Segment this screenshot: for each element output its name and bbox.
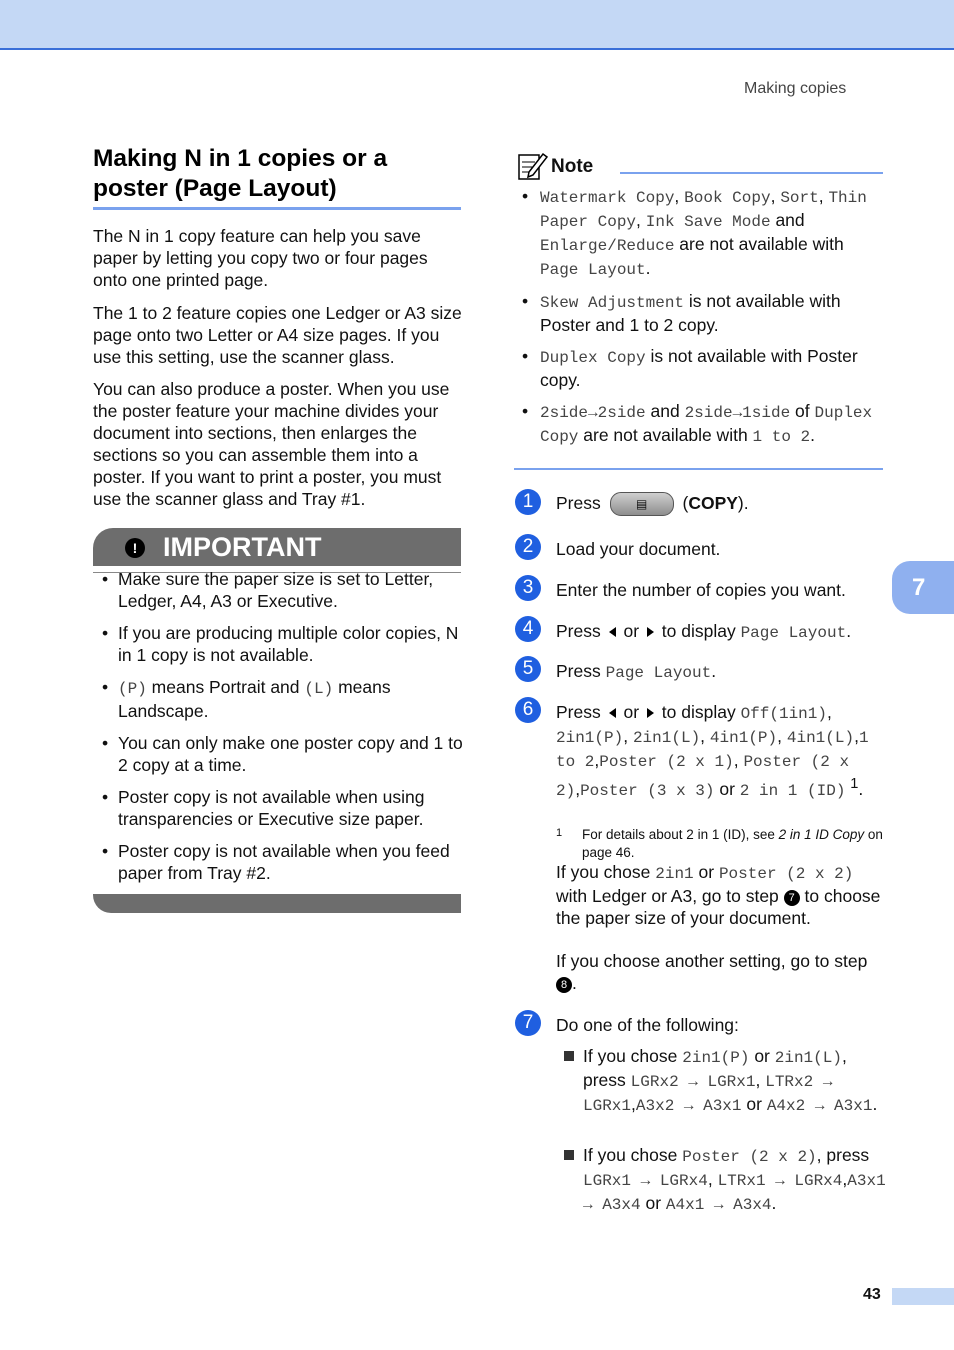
paragraph-poster: You can also produce a poster. When you use the poster feature your machine divides your document into sections, then enlarges the sections so you can assemble them into a poster. If you want to print a poster, you must use the scanner glass and Tray #1. <box>93 379 450 509</box>
left-arrow-icon <box>609 708 616 718</box>
step-6-branch-a: If you chose 2in1 or Poster (2 x 2) with Ledger or A3, go to step 7 to choose the paper size of your document. <box>556 862 881 928</box>
note-list <box>522 185 884 457</box>
footnote: For details about 2 in 1 (ID), see 2 in 1 ID Copy on page 46. <box>582 827 883 860</box>
list-item: • 2side→2side and 2side→1side of Duplex Copy are not available with 1 to 2. <box>522 400 884 448</box>
chapter-tab[interactable]: 7 <box>892 561 954 614</box>
step-7: Do one of the following: <box>556 1015 739 1035</box>
paragraph-1-to-2: The 1 to 2 feature copies one Ledger or A3 size page onto two Letter or A4 size pages. If you use this setting, use the scanner glass. <box>93 303 462 367</box>
step-3: Enter the number of copies you want. <box>556 580 846 600</box>
step-5: Press Page Layout. <box>556 661 717 682</box>
important-list <box>100 568 465 894</box>
step-number: 3 <box>515 575 541 601</box>
step-1: Press ▤ (COPY). <box>556 492 886 516</box>
step-2: Load your document. <box>556 539 721 559</box>
right-arrow-icon <box>647 627 654 637</box>
left-arrow-icon <box>609 627 616 637</box>
note-rule-bottom <box>514 468 883 470</box>
list-item: • Make sure the paper size is set to Letter, Ledger, A4, A3 or Executive. <box>100 568 465 612</box>
header-band <box>0 0 954 50</box>
step-reference[interactable]: 7 <box>784 890 800 906</box>
note-title: Note <box>551 156 594 177</box>
step-7-option-2in1: If you chose 2in1(P) or 2in1(L), press LGRx2 → LGRx1, LTRx2 → LGRx1,A3x2 → A3x1 or A4x2 → A3x1. <box>564 1045 886 1117</box>
step-reference[interactable]: 8 <box>556 977 572 993</box>
page-number-tab <box>892 1288 954 1305</box>
important-footer <box>93 894 461 913</box>
step-number: 1 <box>515 489 541 515</box>
step-7-option-poster: If you chose Poster (2 x 2), press LGRx1 → LGRx4, LTRx1 → LGRx4,A3x1 → A3x4 or A4x1 → A3x4. <box>564 1144 886 1216</box>
step-6: Press or to display Off(1in1), 2in1(P), 2in1(L), 4in1(P), 4in1(L),1 to 2,Poster (2 x 1), Poster (2 x 2),Poster (3 x 3) or 2 in 1 (ID) $^1$. <box>556 702 869 800</box>
running-head: Making copies <box>744 80 847 97</box>
note-rule-top <box>620 172 883 174</box>
step-6-branch-b: If you choose another setting, go to step 8 . <box>556 951 868 993</box>
step-4: Press or to display Page Layout. <box>556 621 852 642</box>
footnote-mark: 1 <box>556 827 563 839</box>
exclamation-icon: ! <box>125 538 145 558</box>
section-title: Making N in 1 copies or a poster (Page Layout) <box>93 145 388 202</box>
list-item: • (P) means Portrait and (L) means Landscape. <box>100 676 465 722</box>
square-bullet-icon <box>564 1051 574 1061</box>
list-item: • If you are producing multiple color copies, N in 1 copy is not available. <box>100 622 465 666</box>
list-item: • Poster copy is not available when you feed paper from Tray #2. <box>100 840 465 884</box>
step-number: 4 <box>515 616 541 642</box>
paragraph-n-in-1: The N in 1 copy feature can help you save paper by letting you copy two or four pages onto one printed page. <box>93 226 428 290</box>
copy-button[interactable] <box>610 492 674 516</box>
step-number: 5 <box>515 656 541 682</box>
copy-icon: ▤ <box>635 497 648 512</box>
page-number: 43 <box>863 1286 881 1303</box>
list-item: • You can only make one poster copy and 1 to 2 copy at a time. <box>100 732 465 776</box>
step-number: 2 <box>515 534 541 560</box>
list-item: • Duplex Copy is not available with Poster copy. <box>522 345 884 391</box>
list-item: • Poster copy is not available when using transparencies or Executive size paper. <box>100 786 465 830</box>
list-item: • Skew Adjustment is not available with Poster and 1 to 2 copy. <box>522 290 884 336</box>
square-bullet-icon <box>564 1150 574 1160</box>
important-header <box>93 528 461 566</box>
step-number: 6 <box>515 697 541 723</box>
important-title: IMPORTANT <box>163 532 322 562</box>
list-item: • Watermark Copy, Book Copy, Sort, Thin Paper Copy, Ink Save Mode and Enlarge/Reduce are not available with Page Layout. <box>522 185 884 281</box>
right-arrow-icon <box>647 708 654 718</box>
note-pencil-icon <box>516 150 548 182</box>
title-rule <box>93 207 461 210</box>
step-number: 7 <box>515 1010 541 1036</box>
